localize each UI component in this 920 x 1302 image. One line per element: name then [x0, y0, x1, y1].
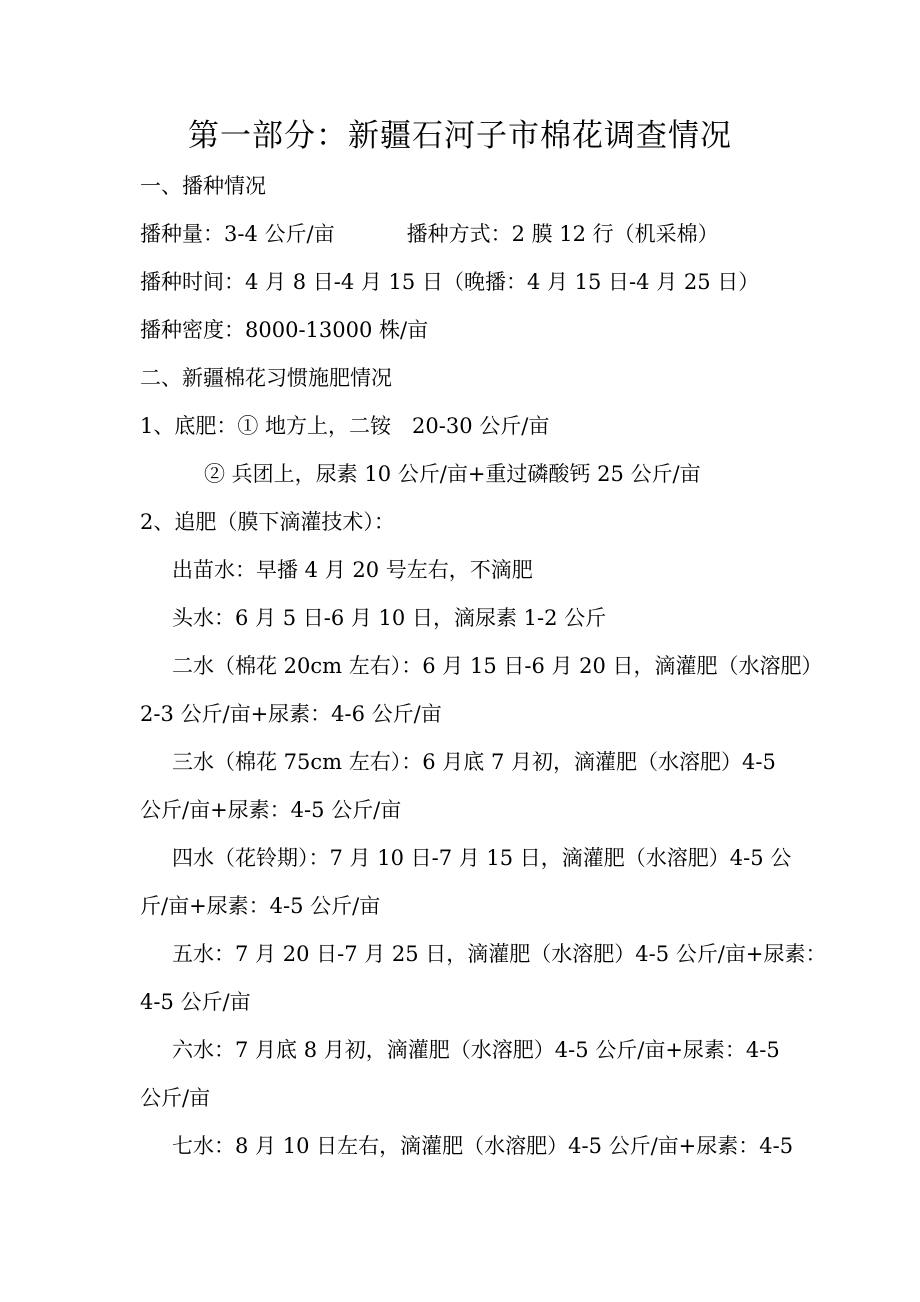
sixth-water-cont: 公斤/亩	[140, 1086, 211, 1110]
third-water-cont: 公斤/亩+尿素：4-5 公斤/亩	[140, 798, 402, 822]
fourth-water: 四水（花铃期）：7 月 10 日-7 月 15 日，滴灌肥（水溶肥）4-5 公	[172, 846, 792, 870]
page-title: 第一部分：新疆石河子市棉花调查情况	[188, 118, 732, 154]
first-water: 头水：6 月 5 日-6 月 10 日，滴尿素 1-2 公斤	[172, 606, 607, 630]
sowing-amount-row	[140, 218, 719, 250]
sowing-amount: 播种量：3-4 公斤/亩	[140, 222, 335, 246]
topdressing-heading: 2、追肥（膜下滴灌技术）：	[140, 510, 395, 534]
third-water: 三水（棉花 75cm 左右）：6 月底 7 月初，滴灌肥（水溶肥）4-5	[172, 750, 776, 774]
seventh-water: 七水：8 月 10 日左右，滴灌肥（水溶肥）4-5 公斤/亩+尿素：4-5	[172, 1134, 794, 1158]
sowing-density: 播种密度：8000-13000 株/亩	[140, 318, 429, 342]
base-fertilizer-local: 1、底肥：① 地方上，二铵 20-30 公斤/亩	[140, 414, 550, 438]
fifth-water: 五水：7 月 20 日-7 月 25 日，滴灌肥（水溶肥）4-5 公斤/亩+尿素：	[172, 942, 827, 966]
base-fertilizer-corps: ② 兵团上，尿素 10 公斤/亩+重过磷酸钙 25 公斤/亩	[204, 462, 701, 486]
sixth-water: 六水：7 月底 8 月初，滴灌肥（水溶肥）4-5 公斤/亩+尿素：4-5	[172, 1038, 780, 1062]
section-heading-sowing: 一、播种情况	[140, 174, 266, 198]
fifth-water-cont: 4-5 公斤/亩	[140, 990, 251, 1014]
fourth-water-cont: 斤/亩+尿素：4-5 公斤/亩	[140, 894, 381, 918]
sowing-time: 播种时间：4 月 8 日-4 月 15 日（晚播：4 月 15 日-4 月 25 日）	[140, 270, 760, 294]
second-water-cont: 2-3 公斤/亩+尿素：4-6 公斤/亩	[140, 702, 442, 726]
sowing-method: 播种方式：2 膜 12 行（机采棉）	[406, 222, 719, 246]
emergence-water: 出苗水：早播 4 月 20 号左右，不滴肥	[172, 558, 533, 582]
section-heading-fertilization: 二、新疆棉花习惯施肥情况	[140, 366, 392, 390]
second-water: 二水（棉花 20cm 左右）：6 月 15 日-6 月 20 日，滴灌肥（水溶肥）	[172, 654, 823, 678]
